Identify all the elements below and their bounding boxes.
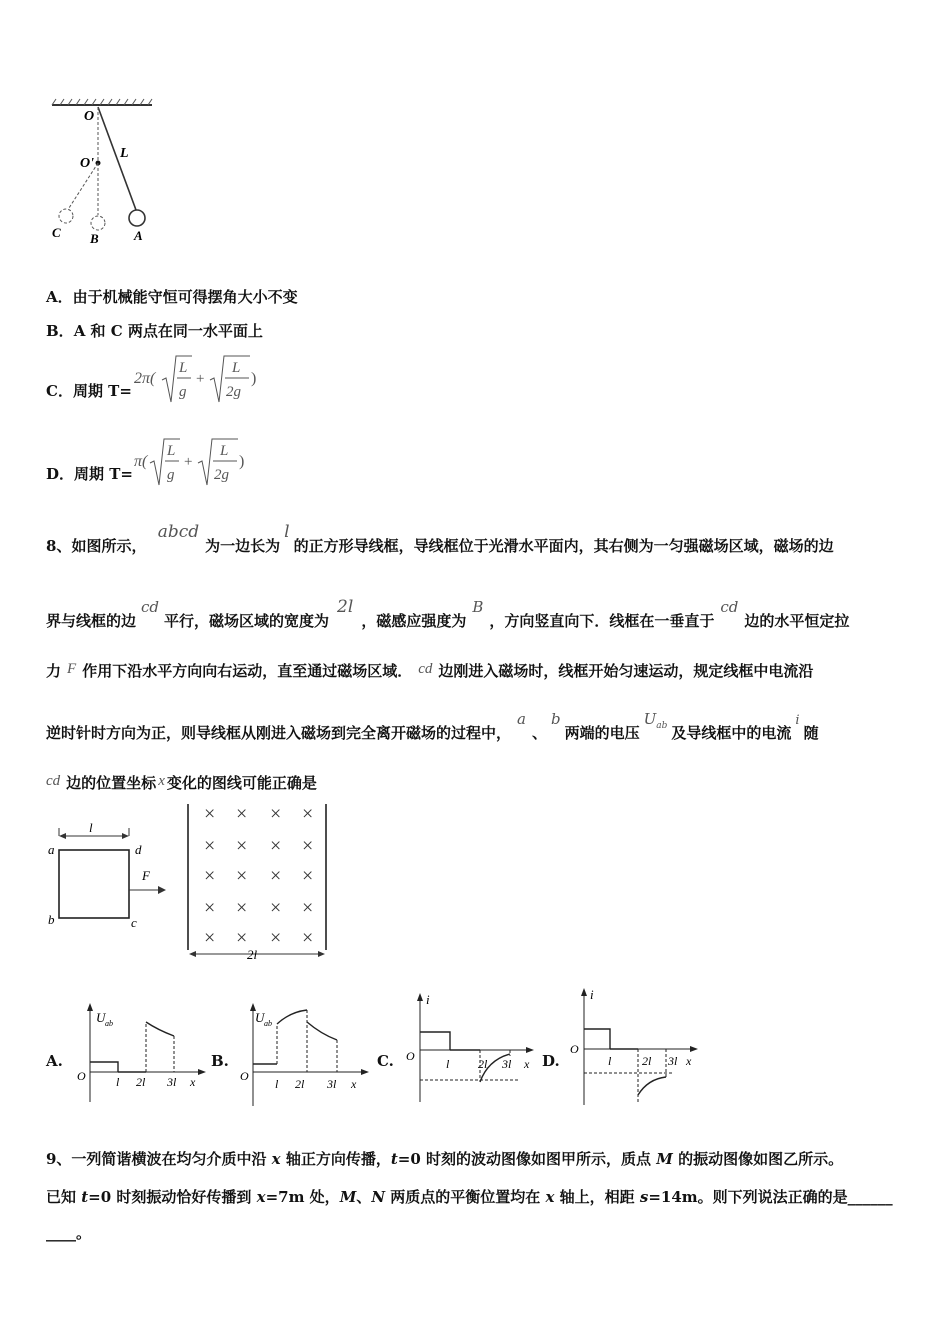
- svg-text:i: i: [426, 992, 430, 1007]
- fig-label-2l: 2l: [247, 947, 258, 962]
- field-cross: ×: [204, 927, 216, 949]
- choice-d-letter[interactable]: D.: [542, 1052, 560, 1070]
- svg-text:2l: 2l: [295, 1077, 305, 1091]
- formula-c: [132, 350, 262, 410]
- fig-label-f: F: [142, 868, 150, 883]
- graph-d[interactable]: [566, 985, 706, 1110]
- svg-text:L: L: [179, 360, 188, 376]
- svg-text:2g: 2g: [214, 467, 229, 483]
- field-cross: ×: [302, 835, 314, 857]
- svg-text:x: x: [686, 1054, 692, 1068]
- svg-text:L: L: [220, 443, 229, 459]
- svg-text:O: O: [406, 1049, 415, 1063]
- option-a[interactable]: A．由于机械能守恒可得摆角大小不变: [46, 288, 298, 306]
- bob-a: [129, 210, 145, 226]
- graph-b[interactable]: [235, 1000, 375, 1110]
- svg-text:O: O: [77, 1069, 86, 1083]
- svg-text:l: l: [446, 1057, 450, 1071]
- svg-text:2l: 2l: [642, 1054, 652, 1068]
- field-cross: ×: [302, 897, 314, 919]
- field-cross: ×: [302, 865, 314, 887]
- choice-b-letter[interactable]: B.: [211, 1052, 229, 1070]
- svg-text:g: g: [179, 384, 187, 400]
- bob-b: [91, 216, 105, 230]
- formula-d: [132, 433, 252, 493]
- field-crosses: [204, 803, 313, 949]
- svg-text:+: +: [184, 454, 193, 470]
- field-cross: ×: [236, 897, 248, 919]
- label-c: C: [52, 225, 61, 240]
- svg-text:x: x: [524, 1057, 530, 1071]
- field-cross: ×: [270, 803, 282, 825]
- fig-label-a: a: [48, 842, 55, 857]
- svg-text:x: x: [351, 1077, 357, 1091]
- field-cross: ×: [204, 897, 216, 919]
- svg-text:O: O: [570, 1042, 579, 1056]
- svg-text:π(: π(: [134, 453, 148, 470]
- field-cross: ×: [204, 803, 216, 825]
- svg-text:2l: 2l: [136, 1075, 146, 1089]
- fig-label-d: d: [135, 842, 142, 857]
- svg-text:2π(: 2π(: [134, 370, 156, 387]
- field-cross: ×: [204, 835, 216, 857]
- svg-text:3l: 3l: [502, 1057, 512, 1071]
- svg-text:L: L: [232, 360, 241, 376]
- svg-text:U: U: [96, 1010, 106, 1025]
- q8-line3: 力 F 作用下沿水平方向向右运动，直至通过磁场区域． cd 边刚进入磁场时，线框开始匀速运动，规定线框中电流沿: [46, 661, 814, 680]
- svg-text:3l: 3l: [327, 1077, 337, 1091]
- q9-line1: 9、一列简谐横波在均匀介质中沿 x 轴正方向传播，t=0 时刻的波动图像如图甲所示，质点 M 的振动图像如图乙所示。: [46, 1150, 844, 1168]
- fig-label-b: b: [48, 912, 55, 927]
- svg-text:2l: 2l: [478, 1057, 488, 1071]
- svg-text:g: g: [167, 467, 175, 483]
- field-cross: ×: [270, 865, 282, 887]
- field-cross: ×: [236, 835, 248, 857]
- field-cross: ×: [270, 835, 282, 857]
- option-b[interactable]: B．A 和 C 两点在同一水平面上: [46, 322, 263, 340]
- field-cross: ×: [236, 927, 248, 949]
- label-l: L: [120, 146, 129, 161]
- svg-text:l: l: [608, 1054, 612, 1068]
- field-cross: ×: [236, 865, 248, 887]
- svg-text:O: O: [240, 1069, 249, 1083]
- svg-text:U: U: [255, 1010, 265, 1025]
- svg-text:3l: 3l: [668, 1054, 678, 1068]
- bob-c: [59, 209, 73, 223]
- svg-text:ab: ab: [264, 1019, 272, 1028]
- fig-label-l: l: [89, 820, 93, 835]
- q8-line5: cd 边的位置坐标 x 变化的图线可能正确是: [46, 773, 317, 792]
- label-o-prime: O': [80, 156, 94, 171]
- choice-c-letter[interactable]: C.: [377, 1052, 394, 1070]
- svg-text:3l: 3l: [167, 1075, 177, 1089]
- field-cross: ×: [270, 927, 282, 949]
- svg-text:i: i: [590, 987, 594, 1002]
- svg-text:): ): [239, 453, 245, 470]
- label-b: B: [90, 231, 99, 246]
- svg-text:l: l: [275, 1077, 279, 1091]
- label-o: O: [84, 109, 95, 124]
- field-cross: ×: [236, 803, 248, 825]
- label-a: A: [134, 228, 143, 243]
- pendulum-figure: [44, 95, 164, 255]
- svg-text:x: x: [190, 1075, 196, 1089]
- q8-line1: 8、如图所示， abcd为一边长为l的正方形导线框，导线框位于光滑水平面内，其右侧为一匀强磁场区域，磁场的边: [46, 522, 834, 555]
- option-d[interactable]: D．周期 T=: [46, 465, 133, 483]
- option-c[interactable]: C．周期 T=: [46, 382, 132, 400]
- svg-text:+: +: [196, 371, 205, 387]
- graph-c[interactable]: [400, 990, 540, 1105]
- svg-text:L: L: [167, 443, 176, 459]
- q9-line2: 已知 t=0 时刻振动恰好传播到 x=7m 处，M、N 两质点的平衡位置均在 x 轴上，相距 s=14m。则下列说法正确的是______: [46, 1188, 893, 1206]
- q8-line2: 界与线框的边cd平行，磁场区域的宽度为2l，磁感应强度为B，方向竖直向下．线框在一垂直于cd边的水平恒定拉: [46, 597, 850, 630]
- field-cross: ×: [302, 927, 314, 949]
- svg-text:l: l: [116, 1075, 120, 1089]
- field-cross: ×: [270, 897, 282, 919]
- svg-text:2g: 2g: [226, 384, 241, 400]
- q9-line3: ____。: [46, 1224, 92, 1242]
- field-cross: ×: [302, 803, 314, 825]
- choice-a-letter[interactable]: A.: [46, 1052, 63, 1070]
- fig-label-c: c: [131, 915, 137, 930]
- svg-text:): ): [251, 370, 257, 387]
- field-cross: ×: [204, 865, 216, 887]
- svg-text:ab: ab: [105, 1019, 113, 1028]
- graph-a[interactable]: [72, 1000, 212, 1110]
- q8-line4: 逆时针时方向为正，则导线框从刚进入磁场到完全离开磁场的过程中，a、b两端的电压$U^{ab}$ 及导线框中的电流i随: [46, 710, 819, 742]
- loop-field-figure: [44, 800, 344, 965]
